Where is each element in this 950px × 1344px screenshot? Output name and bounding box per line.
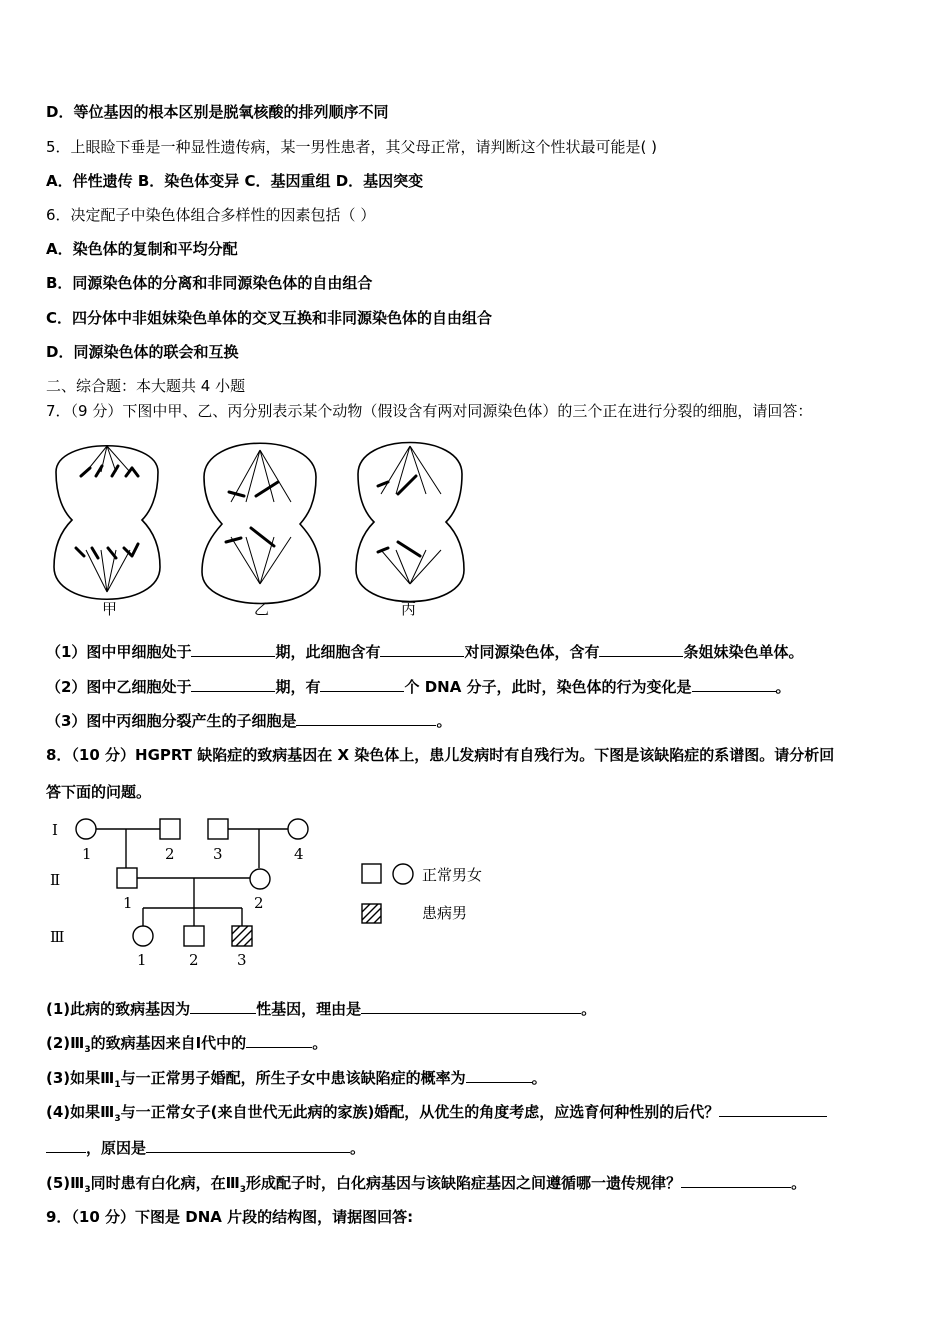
- pedigree-chart: [46, 812, 506, 977]
- gen3-male-2: [184, 926, 204, 946]
- gen-label-2: Ⅱ: [50, 871, 61, 889]
- q7-stem: 7．（9 分）下图中甲、乙、丙分别表示某个动物（假设含有两对同源染色体）的三个正在进行分裂的细胞，请回答：: [46, 402, 813, 420]
- gen3-male-3-affected: [232, 926, 252, 946]
- gen1-male-2: [160, 819, 180, 839]
- cell-jia-outline: [54, 446, 160, 600]
- q7-sub2: （2）图中乙细胞处于 期，有 个 DNA 分子，此时，染色体的行为变化是 。: [46, 678, 791, 696]
- gen1-num-4: 4: [294, 845, 304, 863]
- section-heading: 二、综合题：本大题共 4 小题: [46, 377, 246, 395]
- gen1-female-1: [76, 819, 96, 839]
- legend-normal-male: [362, 864, 381, 883]
- gen-label-1: Ⅰ: [52, 821, 58, 839]
- q8-sub4-line2: ，原因是 。: [46, 1138, 365, 1158]
- gen1-num-1: 1: [82, 845, 92, 863]
- cell-division-figure: [46, 432, 466, 622]
- q6-option-c: C．四分体中非姐妹染色单体的交叉互换和非同源染色体的自由组合: [46, 309, 493, 327]
- q7-sub3: （3）图中丙细胞分裂产生的子细胞是 。: [46, 712, 452, 730]
- cell-label-jia: 甲: [102, 600, 118, 618]
- gen-label-3: Ⅲ: [50, 928, 65, 946]
- legend-affected-male: [362, 904, 381, 923]
- q6-option-d: D．同源染色体的联会和互换: [46, 343, 239, 361]
- q8-sub5: $(5)Ⅲ_3$同时患有白化病，在$Ⅲ_3$形成配子时，白化病基因与该缺陷症基因之间遵循哪一遗传规律？ 。: [46, 1174, 807, 1195]
- gen1-female-4: [288, 819, 308, 839]
- gen3-num-1: 1: [137, 951, 147, 969]
- q4-option-d: D．等位基因的根本区别是脱氧核酸的排列顺序不同: [46, 103, 389, 121]
- q8-sub2: $(2)Ⅲ_3$的致病基因来自Ⅰ代中的 。: [46, 1034, 328, 1055]
- legend-affected-label: 患病男: [422, 904, 468, 922]
- q6-stem: 6．决定配子中染色体组合多样性的因素包括（ ）: [46, 206, 376, 224]
- q8-sub3: (3)如果$Ⅲ_1$与一正常男子婚配，所生子女中患该缺陷症的概率为 。: [46, 1069, 547, 1090]
- gen3-num-2: 2: [189, 951, 199, 969]
- gen2-female-2: [250, 869, 270, 889]
- q6-option-a: A．染色体的复制和平均分配: [46, 240, 238, 258]
- gen2-num-2: 2: [254, 894, 264, 912]
- q8-sub1: (1)此病的致病基因为 性基因，理由是 。: [46, 1000, 597, 1018]
- q7-sub1: （1）图中甲细胞处于 期，此细胞含有 对同源染色体，含有 条姐妹染色单体。: [46, 643, 804, 661]
- q9-stem: 9．（10 分）下图是 DNA 片段的结构图，请据图回答:: [46, 1208, 414, 1226]
- gen1-num-2: 2: [165, 845, 175, 863]
- gen2-num-1: 1: [123, 894, 133, 912]
- legend-normal-label: 正常男女: [422, 866, 483, 884]
- q8-stem-line1: 8．（10 分）HGPRT 缺陷症的致病基因在 X 染色体上，患儿发病时有自残行为。下图是该缺陷症的系谱图。请分析回: [46, 746, 835, 764]
- gen1-num-3: 3: [213, 845, 223, 863]
- gen3-num-3: 3: [237, 951, 247, 969]
- cell-label-bing: 丙: [401, 600, 417, 618]
- q5-stem: 5．上眼睑下垂是一种显性遗传病，某一男性患者，其父母正常，请判断这个性状最可能是( ): [46, 138, 658, 156]
- legend-normal-female: [393, 864, 413, 884]
- gen3-female-1: [133, 926, 153, 946]
- q6-option-b: B．同源染色体的分离和非同源染色体的自由组合: [46, 274, 373, 292]
- gen1-male-3: [208, 819, 228, 839]
- q5-options: A．伴性遗传 B．染色体变异 C．基因重组 D．基因突变: [46, 172, 424, 190]
- cell-bing-outline: [356, 443, 464, 602]
- cell-label-yi: 乙: [254, 600, 270, 618]
- q8-stem-line2: 答下面的问题。: [46, 783, 152, 801]
- q8-sub4-line1: (4)如果$Ⅲ_3$与一正常女子(来自世代无此病的家族)婚配，从优生的角度考虑，应选育何种性别的后代？: [46, 1102, 827, 1129]
- gen2-male-1: [117, 868, 137, 888]
